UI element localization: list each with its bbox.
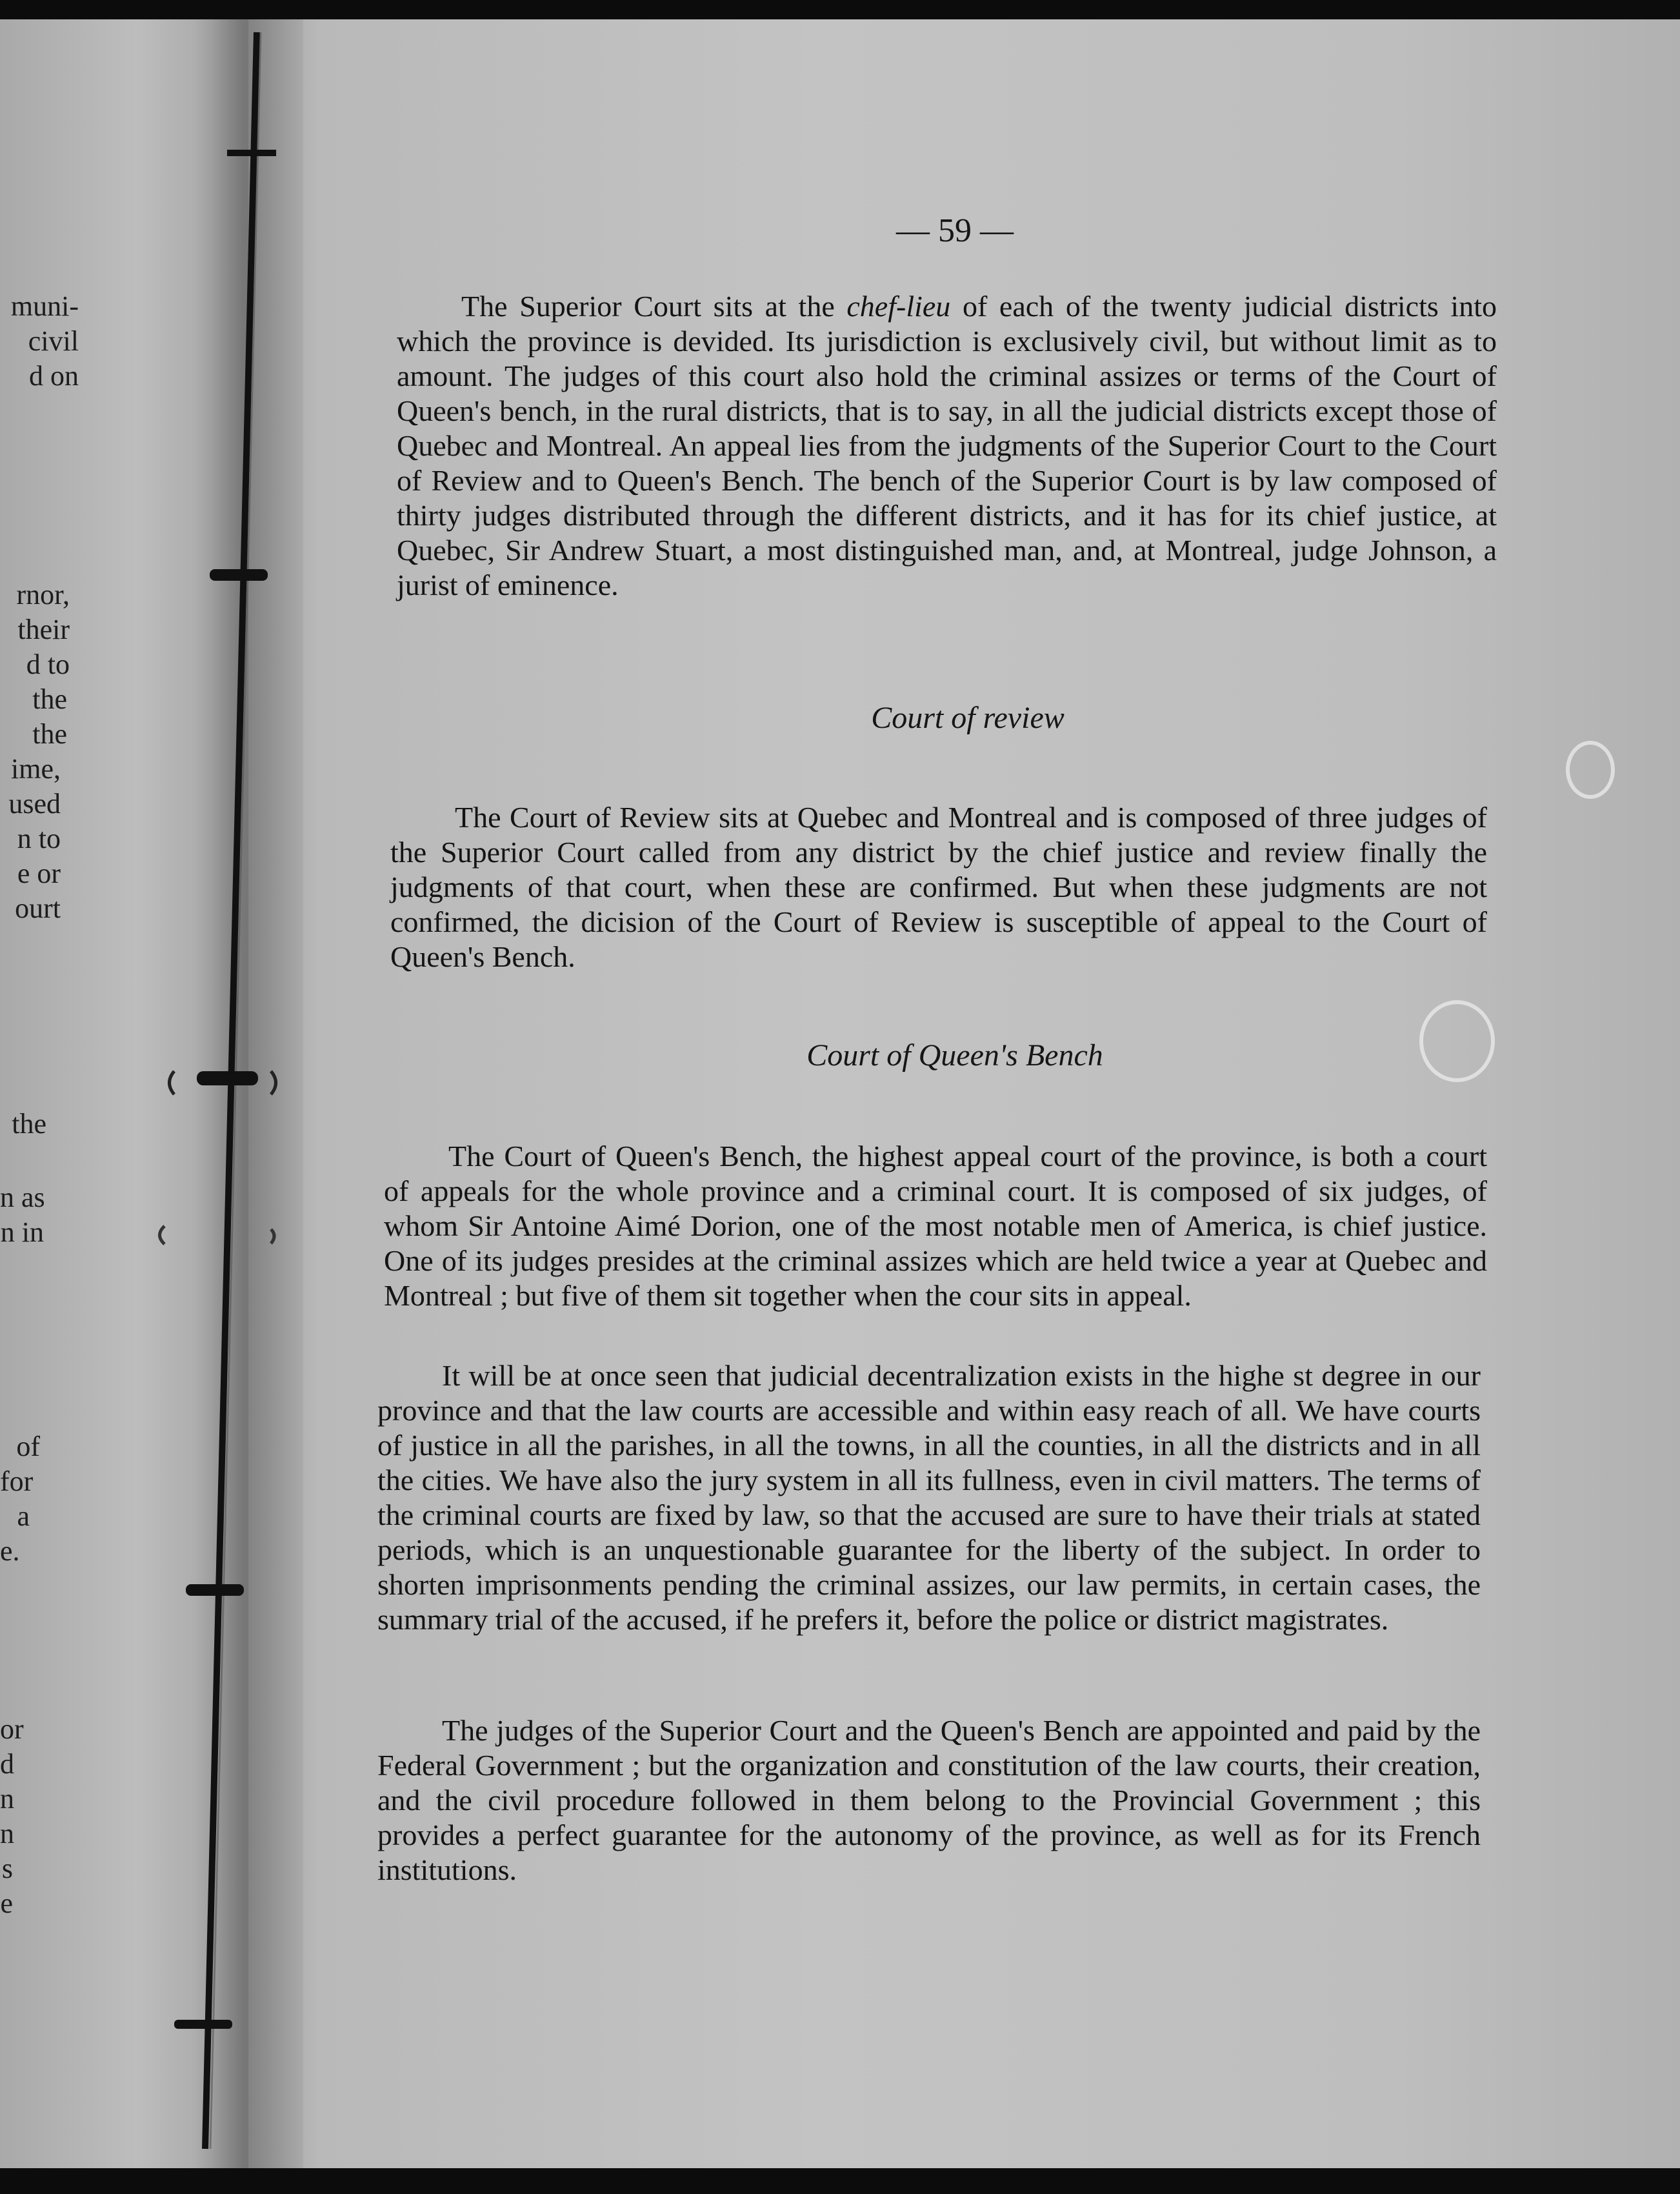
left-page-fragment: s [1, 1853, 13, 1884]
left-page-fragment: a [17, 1500, 30, 1532]
left-page-fragment: d on [29, 360, 79, 392]
left-page-fragment: civil [28, 325, 79, 357]
left-page-fragment: the [32, 718, 67, 750]
left-page-fragment: e. [0, 1535, 20, 1567]
paragraph-judges-appointment [377, 1713, 1481, 1887]
left-page-fragment: muni- [10, 290, 79, 322]
paper-stain [1419, 1000, 1495, 1082]
left-page-fragment: used [8, 788, 61, 820]
paragraph-text: The Superior Court sits at the [461, 290, 847, 323]
paragraph-text: of each of the twenty judicial districts into which the province is devided. Its jurisdiction is exclusively civil, but without limit as to amount. The judges of this court also hold the criminal assizes or terms of the Court of Queen's bench, in the rural districts, that is to say, in all the judicial districts except those of Quebec and Montreal. An appeal lies from the judgments of the Superior Court to the Court of Review and to Queen's Bench. The bench of the Superior Court is by law composed of thirty judges distributed through the different districts, and it has for its chief justice, at Quebec, Sir Andrew Stuart, a most distinguished man, and, at Montreal, judge Johnson, a jurist of eminence. [397, 290, 1497, 601]
section-heading-queens-bench: Court of Queen's Bench [806, 1038, 1103, 1072]
left-page-fragment: n [0, 1783, 14, 1815]
paragraph-court-of-review [390, 800, 1487, 974]
page-number: — 59 — [896, 212, 1014, 249]
left-page-fragment: d to [26, 649, 70, 680]
left-page-fragment: ourt [15, 892, 61, 924]
facing-page-text-fragments [0, 0, 248, 2194]
left-page-fragment: of [16, 1431, 40, 1462]
paragraph-text: The Court of Queen's Bench, the highest appeal court of the province, is both a court of appeals for the whole province and a criminal court. It is composed of six judges, of whom Sir Antoine Aimé Dorion, one of the most notable men of America, is chief justice. One of its judges presides at the criminal assizes which are held twice a year at Quebec and Montreal ; but five of them sit together when the cour sits in appeal. [384, 1140, 1487, 1312]
emphasis-term: chef-lieu [846, 290, 951, 323]
paragraph-text: It will be at once seen that judicial decentralization exists in the highe st degree in our province and that the law courts are accessible and within easy reach of all. We have courts of justice in all the parishes, in all the towns, in all the counties, in all the districts and in all the cities. We have also the jury system in all its fullness, even in civil matters. The terms of the criminal courts are fixed by law, so that the accused are sure to have their trials at stated periods, which is an unquestionable guarantee for the liberty of the subject. In order to shorten imprisonments pending the criminal assizes, our law permits, in certain cases, the summary trial of the accused, if he prefers it, before the police or district magistrates. [377, 1359, 1481, 1636]
paragraph-queens-bench [384, 1139, 1487, 1313]
section-heading-court-of-review: Court of review [871, 701, 1065, 735]
left-page-fragment: n as [0, 1182, 45, 1213]
left-page-fragment: their [17, 614, 70, 645]
left-page-fragment: n [0, 1818, 14, 1849]
paragraph-text: The judges of the Superior Court and the Queen's Bench are appointed and paid by the Federal Government ; but the organization and constitution of the law courts, their creation, and the civil procedure followed in them belong to the Provincial Government ; this provides a perfect guarantee for the autonomy of the province, as well as for its French institutions. [377, 1714, 1481, 1886]
left-page-fragment: n to [17, 823, 61, 854]
left-page-fragment: rnor, [16, 579, 70, 610]
paragraph-decentralization [377, 1358, 1481, 1637]
left-page-fragment: or [0, 1713, 24, 1745]
left-page-fragment: d [0, 1748, 14, 1780]
left-page-fragment: for [0, 1465, 34, 1497]
left-page-fragment: e [0, 1887, 13, 1919]
left-page-fragment: ime, [11, 753, 61, 785]
left-page-fragment: e or [17, 858, 61, 889]
paper-stain [1566, 741, 1615, 799]
paragraph-text: The Court of Review sits at Quebec and Montreal and is composed of three judges of the Superior Court called from any district by the chief justice and review finally the judgments of that court, when these are confirmed. But when these judgments are not confirmed, the dicision of the Court of Review is susceptible of appeal to the Court of Queen's Bench. [390, 801, 1487, 973]
paragraph-superior-court [397, 289, 1497, 603]
left-page-fragment: the [32, 683, 67, 715]
left-page-fragment: the [12, 1108, 46, 1140]
left-page-fragment: n in [0, 1216, 44, 1248]
